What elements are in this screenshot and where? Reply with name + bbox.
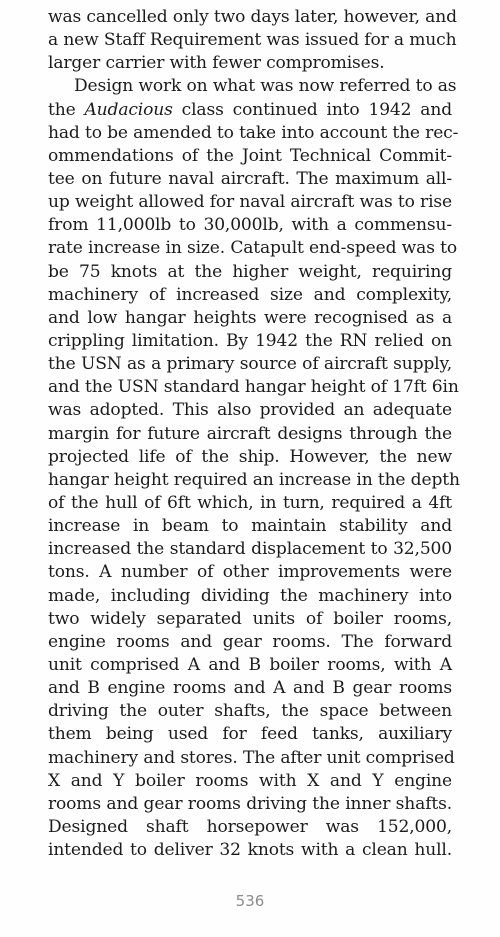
text-line: rate increase in size. Catapult end-speed was to [48,238,457,259]
page-number: 536 [235,892,265,910]
text-line: up weight allowed for naval aircraft was to rise [48,192,452,213]
text-line: hangar height required an increase in the depth [48,469,460,490]
text-line: machinery and stores. The after unit comprised [48,747,455,768]
text-fragment: class continued into 1942 and [172,99,453,120]
text-line: from 11,000lb to 30,000lb, with a commensu- [48,215,452,236]
book-page [48,0,460,862]
text-line: margin for future aircraft designs through the [48,423,452,444]
text-line: two widely separated units of boiler rooms, [48,608,452,629]
paragraph-continued [48,6,457,75]
text-line: engine rooms and gear rooms. The forward [48,631,452,652]
text-line: was adopted. This also provided an adequate [48,400,452,421]
text-line: machinery of increased size and complexity, [48,284,452,305]
text-line: and low hangar heights were recognised as a [48,307,452,328]
text-line: was cancelled only two days later, however, and [48,7,457,27]
text-fragment: the [48,99,85,120]
ship-class-name: Audacious [84,99,173,120]
text-line: Design work on what was now referred to as [74,76,457,97]
text-line [48,99,452,122]
text-line: of the hull of 6ft which, in turn, required a 4ft [48,492,452,513]
text-line: projected life of the ship. However, the new [48,446,452,467]
text-line: ommendations of the Joint Technical Commit- [48,145,452,166]
text-line: increase in beam to maintain stability and [48,516,452,537]
text-line: tee on future naval aircraft. The maximum all- [48,168,452,189]
text-line: larger carrier with fewer compromises. [48,53,385,74]
text-line: unit comprised A and B boiler rooms, with A [48,654,452,675]
text-line: and the USN standard hangar height of 17ft 6in [48,377,459,398]
text-line: intended to deliver 32 knots with a clean hull. [48,840,452,861]
text-line: X and Y boiler rooms with X and Y engine [48,770,452,791]
text-line: made, including dividing the machinery into [48,585,452,606]
text-line: and B engine rooms and A and B gear rooms [48,678,452,699]
text-line: crippling limitation. By 1942 the RN relied on [48,330,452,351]
text-line: the USN as a primary source of aircraft supply, [48,354,452,375]
text-line: rooms and gear rooms driving the inner shafts. [48,793,452,814]
text-line: increased the standard displacement to 32,500 [48,539,452,560]
paragraph-design-work [48,75,460,862]
text-line: had to be amended to take into account the rec- [48,122,459,143]
text-line: them being used for feed tanks, auxiliary [48,724,452,745]
text-line: a new Staff Requirement was issued for a much [48,30,457,51]
text-line: Designed shaft horsepower was 152,000, [48,816,452,837]
text-line: driving the outer shafts, the space between [48,701,452,722]
text-line: tons. A number of other improvements were [48,562,452,583]
text-line: be 75 knots at the higher weight, requiring [48,261,452,282]
